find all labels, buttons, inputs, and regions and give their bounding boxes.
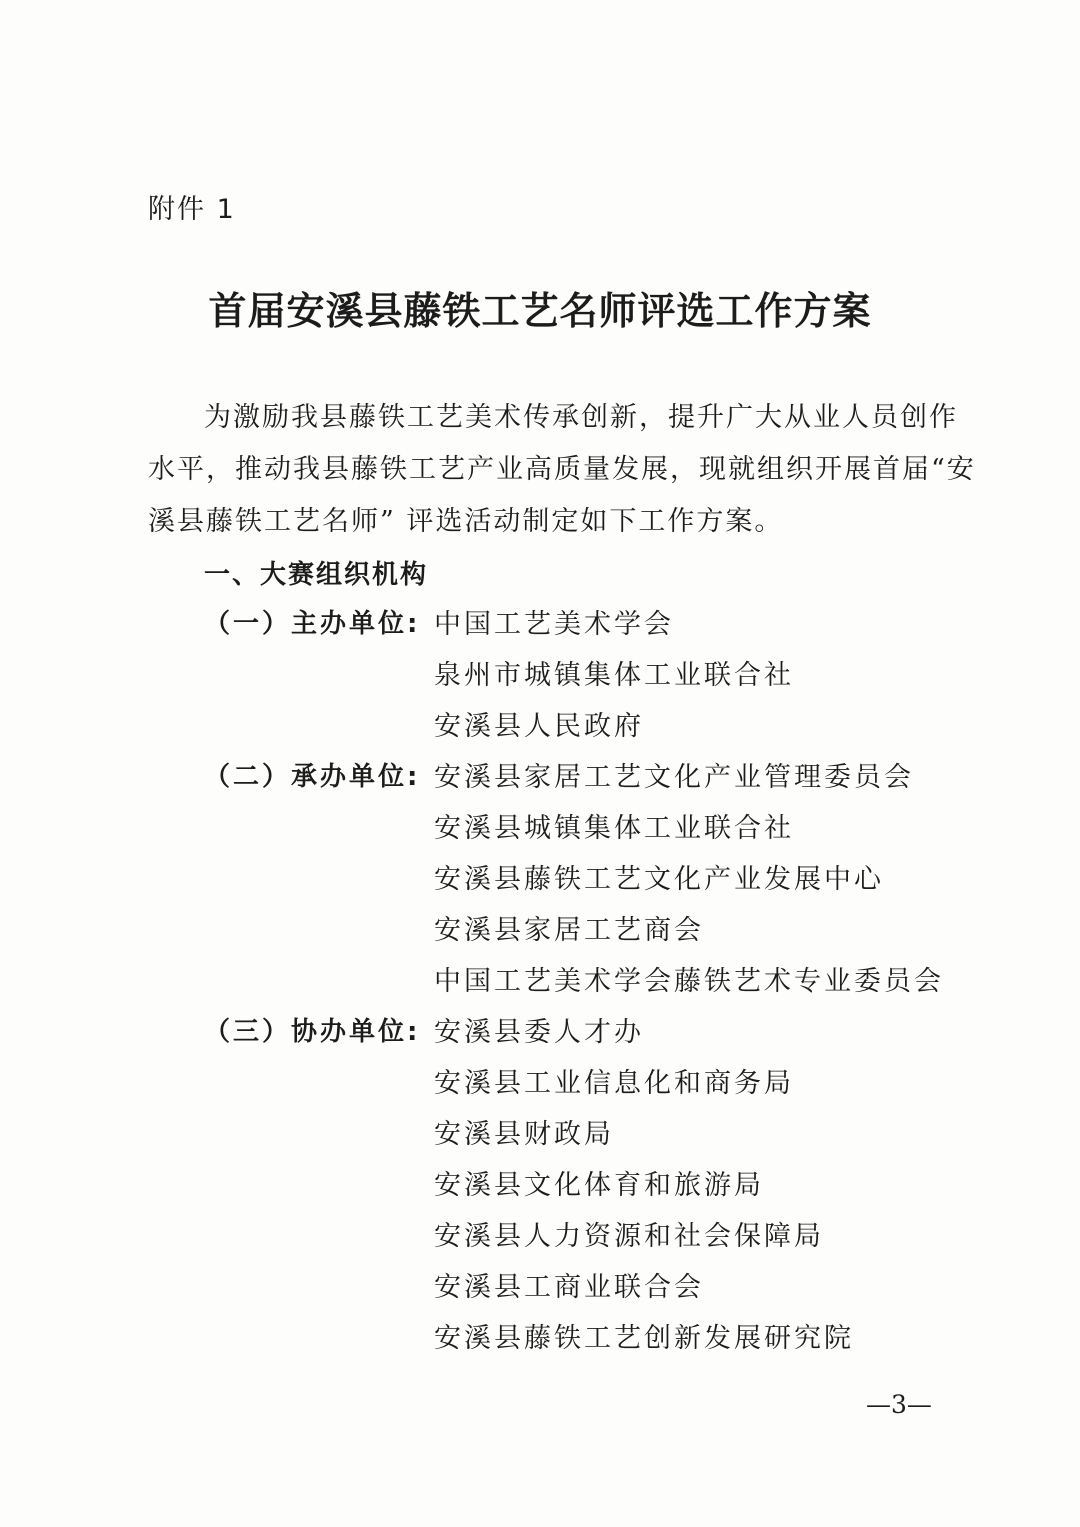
section-heading: 一、大赛组织机构 [204, 560, 429, 590]
list-item: 安溪县人力资源和社会保障局 [434, 1221, 824, 1252]
document-title: 首届安溪县藤铁工艺名师评选工作方案 [208, 288, 872, 333]
list-item: 安溪县财政局 [434, 1119, 614, 1150]
list-item: 安溪县城镇集体工业联合社 [434, 813, 794, 844]
list-item: 安溪县委人才办 [434, 1017, 644, 1048]
list-item: 泉州市城镇集体工业联合社 [434, 660, 794, 691]
intro-line: 溪县藤铁工艺名师” 评选活动制定如下工作方案。 [148, 506, 784, 537]
page-number: —3— [866, 1390, 932, 1419]
list-item: 安溪县家居工艺商会 [434, 915, 704, 946]
hosts-label: （二）承办单位: [204, 762, 421, 792]
list-item: 安溪县工商业联合会 [434, 1272, 704, 1303]
list-item: 安溪县文化体育和旅游局 [434, 1170, 764, 1201]
hosts-list [434, 752, 944, 1007]
co-organizers-label: （三）协办单位: [204, 1017, 421, 1047]
organizers-label: （一）主办单位: [204, 609, 421, 639]
list-item: 中国工艺美术学会藤铁艺术专业委员会 [434, 966, 944, 997]
intro-line: 为激励我县藤铁工艺美术传承创新，提升广大从业人员创作 [204, 402, 958, 433]
list-item: 安溪县人民政府 [434, 711, 644, 742]
intro-line: 水平，推动我县藤铁工艺产业高质量发展，现就组织开展首届“安 [148, 454, 976, 485]
organizers-list [434, 599, 794, 752]
list-item: 安溪县家居工艺文化产业管理委员会 [434, 762, 914, 793]
list-item: 安溪县藤铁工艺文化产业发展中心 [434, 864, 884, 895]
intro-paragraph [148, 392, 976, 548]
co-organizers-list [434, 1007, 854, 1364]
list-item: 安溪县藤铁工艺创新发展研究院 [434, 1323, 854, 1354]
list-item: 中国工艺美术学会 [434, 609, 674, 640]
list-item: 安溪县工业信息化和商务局 [434, 1068, 794, 1099]
attachment-label: 附件 1 [148, 194, 236, 225]
